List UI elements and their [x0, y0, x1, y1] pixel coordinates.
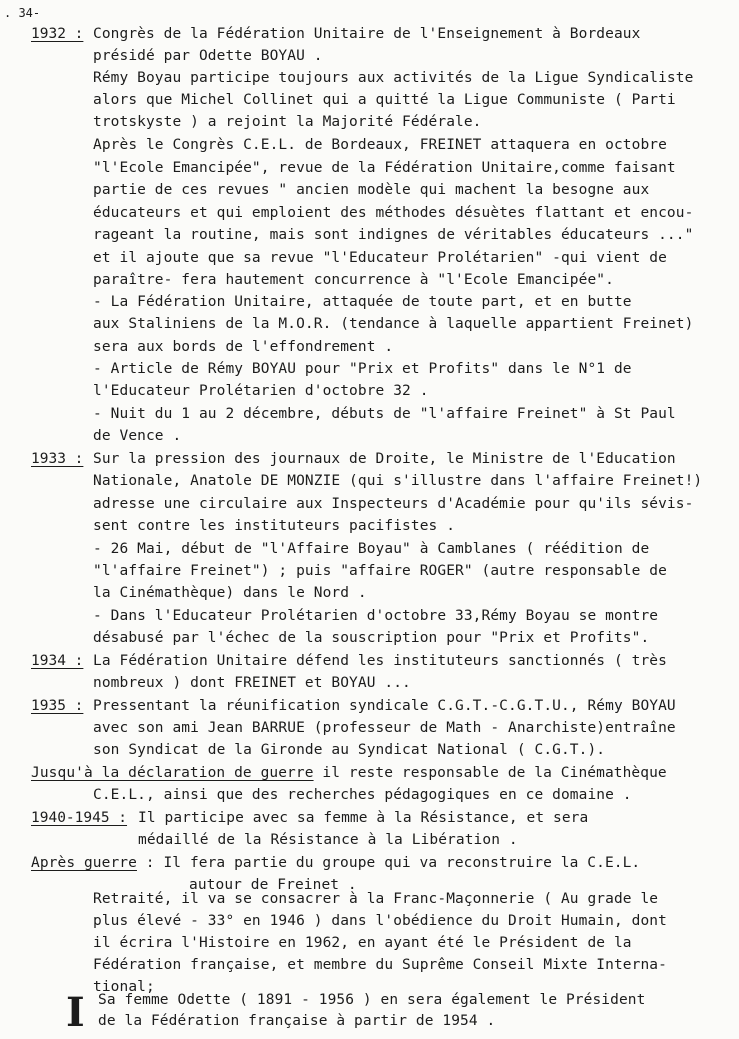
text-line: La Fédération Unitaire défend les instituteurs sanctionnés ( très [93, 653, 667, 669]
text-line: adresse une circulaire aux Inspecteurs d'Académie pour qu'ils sévis- [93, 496, 694, 512]
text-line: plus élevé - 33° en 1946 ) dans l'obédience du Droit Humain, dont [93, 913, 667, 929]
text-line: Sa femme Odette ( 1891 - 1956 ) en sera également le Président [98, 992, 646, 1008]
date-1933: 1933 : [31, 451, 84, 467]
text-line: Pressentant la réunification syndicale C.G.T.-C.G.T.U., Rémy BOYAU [93, 698, 676, 714]
text-line: - Dans l'Educateur Prolétarien d'octobre 33,Rémy Boyau se montre [93, 608, 659, 624]
date-1940-1945: 1940-1945 : [31, 810, 128, 826]
text-line: Congrès de la Fédération Unitaire de l'Enseignement à Bordeaux [93, 26, 641, 42]
postwar-line [31, 853, 640, 873]
postwar-date: Après guerre [31, 855, 137, 871]
text-line: "l'affaire Freinet") ; puis "affaire ROGER" (autre responsable de [93, 563, 667, 579]
war-line [31, 763, 667, 783]
text-line: autour de Freinet . [189, 877, 357, 893]
text-line: - Nuit du 1 au 2 décembre, débuts de "l'affaire Freinet" à St Paul [93, 406, 676, 422]
text-line: Sur la pression des journaux de Droite, le Ministre de l'Education [93, 451, 676, 467]
text-line: alors que Michel Collinet qui a quitté la Ligue Communiste ( Parti [93, 92, 676, 108]
text-line: il écrira l'Histoire en 1962, en ayant été le Président de la [93, 935, 632, 951]
text-line: médaillé de la Résistance à la Libération . [138, 832, 518, 848]
date-1935: 1935 : [31, 698, 84, 714]
text-line: de Vence . [93, 428, 182, 444]
text-line: sent contre les instituteurs pacifistes . [93, 518, 456, 534]
text-line: trotskyste ) a rejoint la Majorité Fédérale. [93, 114, 482, 130]
war-text: il reste responsable de la Cinémathèque [313, 765, 667, 781]
text-line: - 26 Mai, début de "l'Affaire Boyau" à Camblanes ( réédition de [93, 541, 650, 557]
text-line: Il participe avec sa femme à la Résistance, et sera [138, 810, 589, 826]
text-line: son Syndicat de la Gironde au Syndicat National ( C.G.T.). [93, 742, 606, 758]
text-line: "l'Ecole Emancipée", revue de la Fédération Unitaire,comme faisant [93, 160, 676, 176]
page-number: . 34- [4, 6, 41, 20]
text-line: avec son ami Jean BARRUE (professeur de Math - Anarchiste)entraîne [93, 720, 676, 736]
text-line: éducateurs et qui emploient des méthodes désuètes flattant et encou- [93, 205, 694, 221]
text-line: de la Fédération française à partir de 1954 . [98, 1013, 496, 1029]
text-line: l'Educateur Prolétarien d'octobre 32 . [93, 383, 429, 399]
text-line: Rémy Boyau participe toujours aux activités de la Ligue Syndicaliste [93, 70, 694, 86]
text-line: sera aux bords de l'effondrement . [93, 339, 394, 355]
text-line: - La Fédération Unitaire, attaquée de toute part, et en butte [93, 294, 632, 310]
text-line: Après le Congrès C.E.L. de Bordeaux, FREINET attaquera en octobre [93, 137, 667, 153]
text-line: rageant la routine, mais sont indignes de véritables éducateurs ..." [93, 227, 694, 243]
text-line: et il ajoute que sa revue "l'Educateur Prolétarien" -qui vient de [93, 250, 667, 266]
text-line: tional; [93, 979, 155, 995]
text-line: Fédération française, et membre du Suprême Conseil Mixte Interna- [93, 957, 667, 973]
date-1932: 1932 : [31, 26, 84, 42]
text-line: C.E.L., ainsi que des recherches pédagogiques en ce domaine . [93, 787, 632, 803]
text-line: aux Staliniens de la M.O.R. (tendance à laquelle appartient Freinet) [93, 316, 694, 332]
text-line: paraître- fera hautement concurrence à "l'Ecole Emancipée". [93, 272, 614, 288]
text-line: désabusé par l'échec de la souscription pour "Prix et Profits". [93, 630, 650, 646]
text-line: nombreux ) dont FREINET et BOYAU ... [93, 675, 411, 691]
text-line: partie de ces revues " ancien modèle qui machent la besogne aux [93, 182, 650, 198]
date-1934: 1934 : [31, 653, 84, 669]
text-line: - Article de Rémy BOYAU pour "Prix et Profits" dans le N°1 de [93, 361, 632, 377]
text-line: présidé par Odette BOYAU . [93, 48, 323, 64]
text-line: Nationale, Anatole DE MONZIE (qui s'illustre dans l'affaire Freinet!) [93, 473, 703, 489]
text-line: la Cinémathèque) dans le Nord . [93, 585, 367, 601]
war-date: Jusqu'à la déclaration de guerre [31, 765, 314, 781]
margin-marker: I [66, 989, 85, 1036]
postwar-text: : Il fera partie du groupe qui va reconstruire la C.E.L. [136, 855, 641, 871]
text-line: Retraité, il va se consacrer à la Franc-Maçonnerie ( Au grade le [93, 891, 659, 907]
